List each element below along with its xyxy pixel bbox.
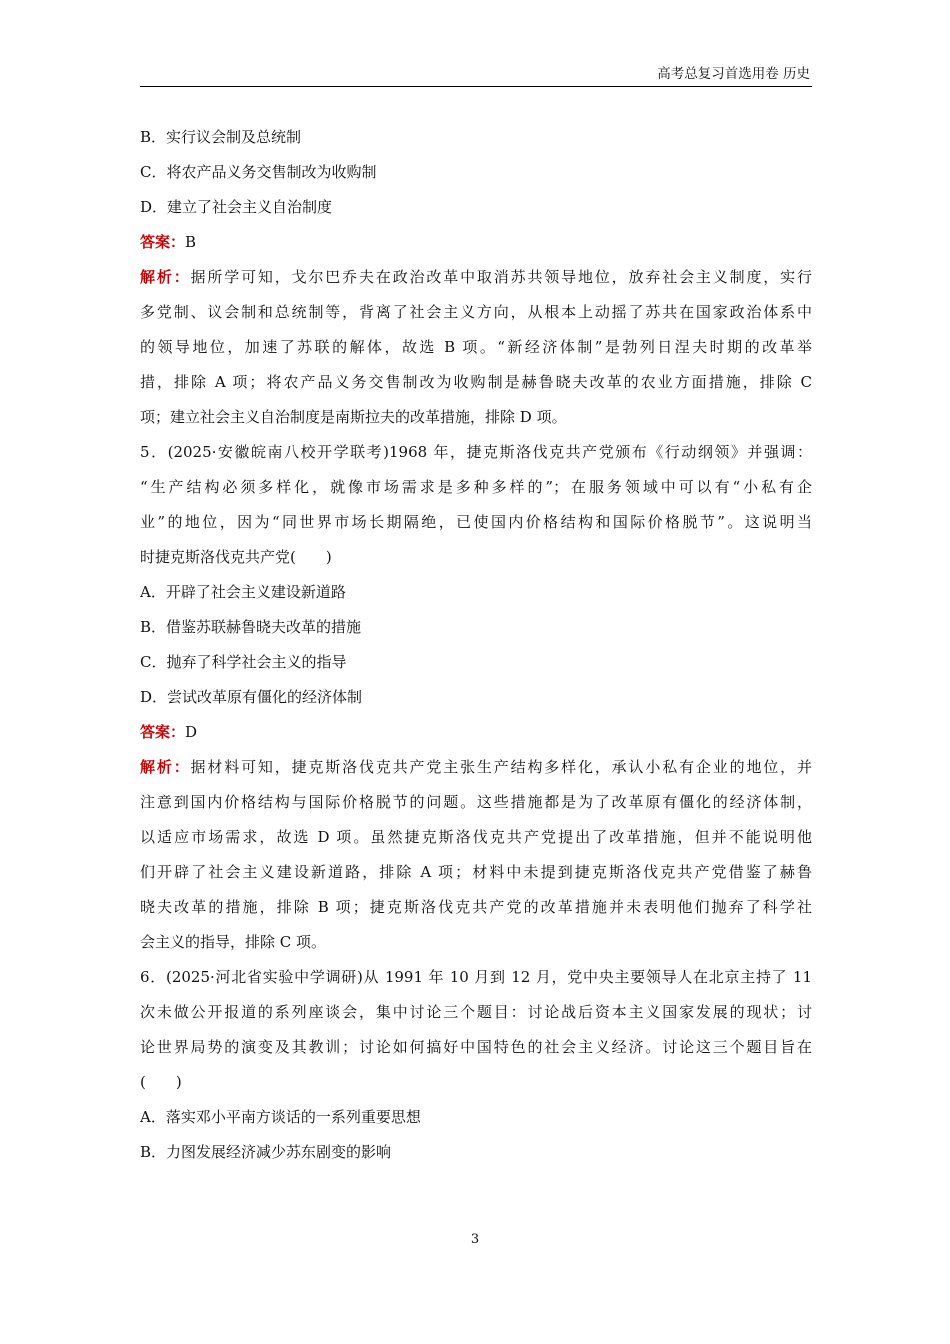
- line-text: 据材料可知，捷克斯洛伐克共产党主张生产结构多样化，承认小私有企业的地位，并: [190, 758, 812, 776]
- text-line: [140, 820, 812, 855]
- text-line: [140, 1135, 812, 1170]
- line-text: B．借鉴苏联赫鲁晓夫改革的措施: [140, 618, 362, 636]
- text-line: [140, 505, 812, 540]
- text-line: [140, 890, 812, 925]
- line-text: B: [185, 233, 197, 251]
- line-text: 次未做公开报道的系列座谈会，集中讨论三个题目：讨论战后资本主义国家发展的现状；讨: [140, 1003, 812, 1021]
- line-text: “生产结构必须多样化，就像市场需求是多种多样的”；在服务领域中可以有“小私有企: [140, 478, 812, 496]
- text-line: [140, 785, 812, 820]
- line-text: 们开辟了社会主义建设新道路，排除 A 项；材料中未提到捷克斯洛伐克共产党借鉴了赫鲁: [140, 863, 812, 881]
- text-line: [140, 400, 812, 435]
- text-line: [140, 715, 812, 750]
- line-text: ( ): [140, 1073, 182, 1091]
- text-line: [140, 575, 812, 610]
- text-line: [140, 470, 812, 505]
- line-text: C．抛弃了科学社会主义的指导: [140, 653, 347, 671]
- text-line: [140, 610, 812, 645]
- line-text: C．将农产品义务交售制改为收购制: [140, 163, 377, 181]
- text-line: [140, 1065, 812, 1100]
- text-line: [140, 225, 812, 260]
- text-line: [140, 995, 812, 1030]
- text-line: [140, 855, 812, 890]
- page-header: [140, 64, 812, 87]
- text-line: [140, 925, 812, 960]
- text-line: [140, 190, 812, 225]
- answer-label: 解析：: [140, 268, 191, 286]
- line-text: 6．(2025·河北省实验中学调研)从 1991 年 10 月到 12 月，党中央主要领导人在北京主持了 11: [140, 968, 812, 986]
- line-text: 论世界局势的演变及其教训；讨论如何搞好中国特色的社会主义经济。讨论这三个题目旨在: [140, 1038, 812, 1056]
- text-line: [140, 365, 812, 400]
- text-line: [140, 750, 812, 785]
- text-line: [140, 540, 812, 575]
- line-text: 时捷克斯洛伐克共产党( ): [140, 548, 332, 566]
- answer-label: 答案：: [140, 233, 186, 251]
- line-text: 会主义的指导，排除 C 项。: [140, 933, 327, 951]
- answer-label: 解析：: [140, 758, 191, 776]
- line-text: 5．(2025·安徽皖南八校开学联考)1968 年，捷克斯洛伐克共产党颁布《行动纲领》并强调：: [140, 443, 812, 461]
- line-text: D．尝试改革原有僵化的经济体制: [140, 688, 363, 706]
- line-text: B．实行议会制及总统制: [140, 128, 302, 146]
- text-line: [140, 295, 812, 330]
- line-text: A．落实邓小平南方谈话的一系列重要思想: [140, 1108, 421, 1126]
- line-text: 的领导地位，加速了苏联的解体，故选 B 项。“新经济体制”是勃列日涅夫时期的改革举: [140, 338, 812, 356]
- header-title: 高考总复习首选用卷 历史: [657, 66, 810, 82]
- line-text: 业”的地位，因为“同世界市场长期隔绝，已使国内价格结构和国际价格脱节”。这说明当: [140, 513, 812, 531]
- text-line: [140, 680, 812, 715]
- text-line: [140, 120, 812, 155]
- text-line: [140, 155, 812, 190]
- line-text: 措，排除 A 项；将农产品义务交售制改为收购制是赫鲁晓夫改革的农业方面措施，排除 C: [140, 373, 812, 391]
- text-line: [140, 1030, 812, 1065]
- line-text: 晓夫改革的措施，排除 B 项；捷克斯洛伐克共产党的改革措施并未表明他们抛弃了科学社: [140, 898, 812, 916]
- text-line: [140, 645, 812, 680]
- text-line: [140, 330, 812, 365]
- text-line: [140, 260, 812, 295]
- line-text: 项；建立社会主义自治制度是南斯拉夫的改革措施，排除 D 项。: [140, 408, 567, 426]
- page-number: 3: [470, 1232, 480, 1247]
- line-text: 多党制、议会制和总统制等，背离了社会主义方向，从根本上动摇了苏共在国家政治体系中: [140, 303, 812, 321]
- answer-label: 答案：: [140, 723, 186, 741]
- line-text: 以适应市场需求，故选 D 项。虽然捷克斯洛伐克共产党提出了改革措施，但并不能说明他: [140, 828, 812, 846]
- line-text: 注意到国内价格结构与国际价格脱节的问题。这些措施都是为了改革原有僵化的经济体制，: [140, 793, 812, 811]
- line-text: 据所学可知，戈尔巴乔夫在政治改革中取消苏共领导地位，放弃社会主义制度，实行: [190, 268, 812, 286]
- line-text: D: [185, 723, 198, 741]
- text-line: [140, 1100, 812, 1135]
- line-text: D．建立了社会主义自治制度: [140, 198, 333, 216]
- line-text: B．力图发展经济减少苏东剧变的影响: [140, 1143, 392, 1161]
- text-line: [140, 435, 812, 470]
- line-text: A．开辟了社会主义建设新道路: [140, 583, 346, 601]
- document-body: [140, 120, 812, 1170]
- text-line: [140, 960, 812, 995]
